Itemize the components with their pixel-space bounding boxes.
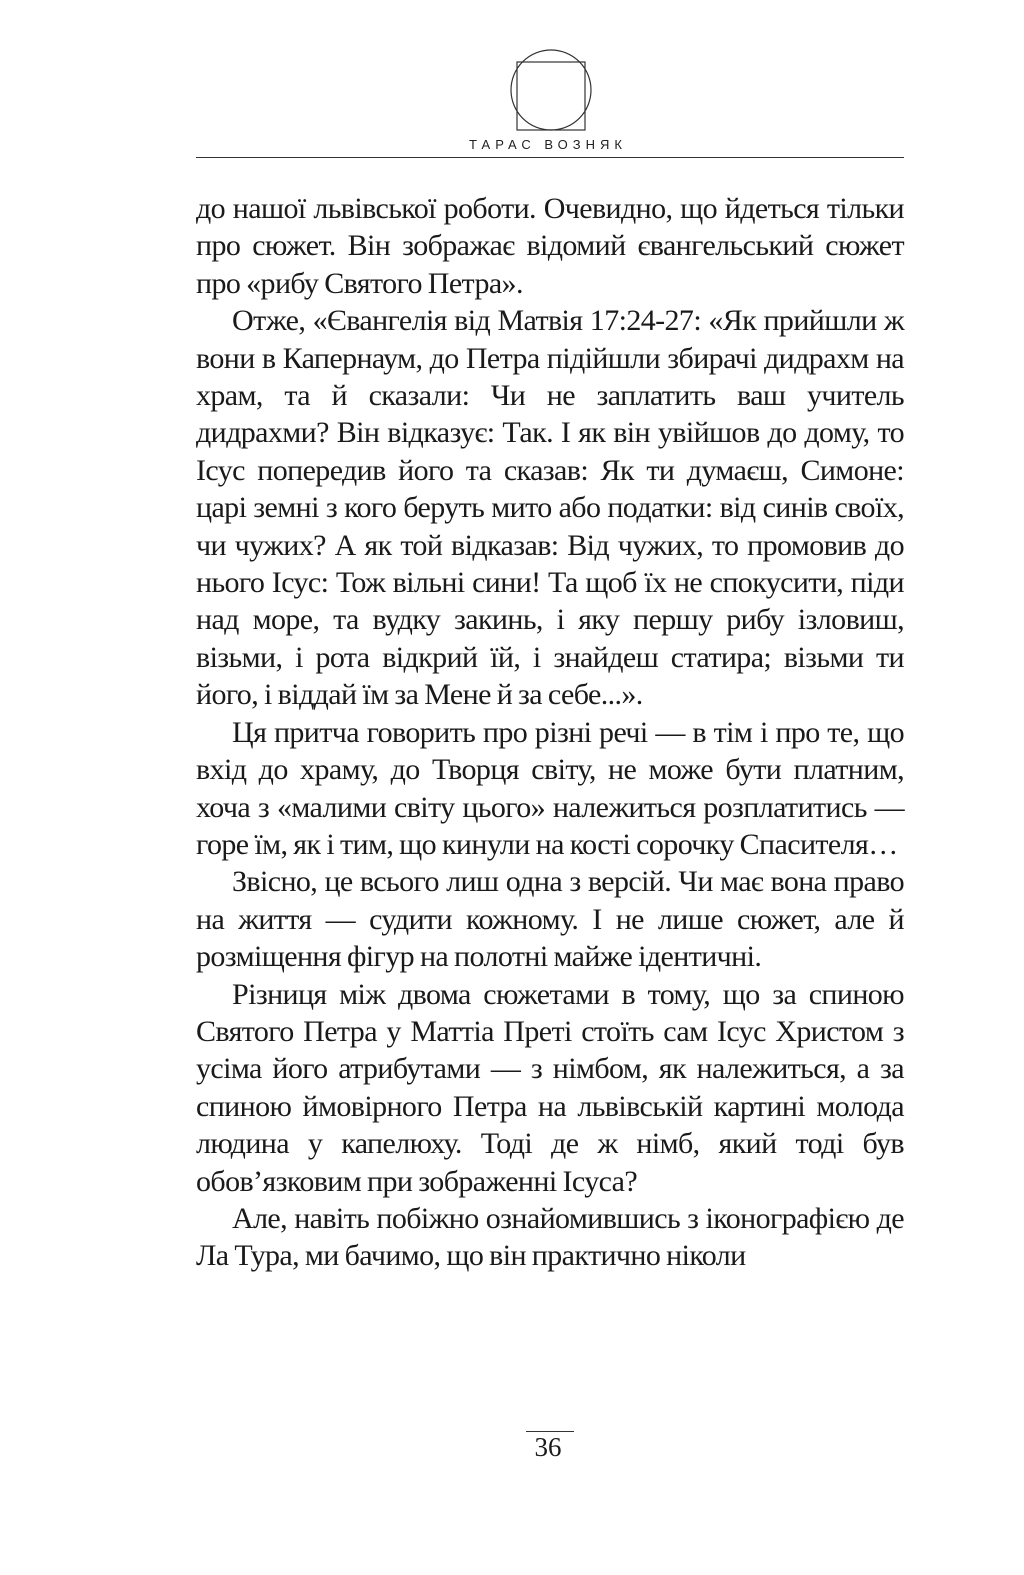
paragraph: Отже, «Євангелія від Матвія 17:24-27: «Як прийшли ж вони в Капернаум, до Петра підійшли збирачі дидрахм на храм, та й сказали: Чи не заплатить ваш учитель дидрахми? Він відказує: Так. І як він увійшов до дому, то Ісус попередив його та сказав: Як ти думаєш, Симоне: царі земні з кого беруть мито або податки: від синів своїх, чи чужих? А як той відказав: Від чужих, то промовив до нього Ісус: Тож вільні сини! Та щоб їх не спокусити, піди над море, та вудку закинь, і яку першу рибу ізловиш, візьми, і рота відкрий їй, і знайдеш статира; візьми ти його, і віддай їм за Мене й за себе...». <box>196 304 904 712</box>
header-divider <box>196 157 904 158</box>
paragraph: до нашої львівської роботи. Очевидно, що йдеться тільки про сюжет. Він зображає відомий євангельський сюжет про «рибу Святого Петра». <box>196 192 904 300</box>
paragraph: Але, навіть побіжно ознайомившись з іконографією де Ла Тура, ми бачимо, що він практично ніколи <box>196 1201 904 1273</box>
body-text <box>196 190 904 1275</box>
page-number: 36 <box>534 1432 562 1462</box>
running-header-author: ТАРАС ВОЗНЯК <box>469 137 627 152</box>
paragraph: Різниця між двома сюжетами в тому, що за спиною Святого Петра у Маттіа Преті стоїть сам Ісус Христом з усіма його атрибутами — з німбом, як належиться, а за спиною ймовірного Петра на львівській картині молода людина у капелюху. Тоді де ж німб, який тоді був обов’язковим при зображенні Ісуса? <box>196 977 904 1198</box>
paragraph: Звісно, це всього лиш одна з версій. Чи має вона право на життя — судити кожному. І не лише сюжет, але й розміщення фігур на полотні майже ідентичні. <box>196 865 904 974</box>
paragraph: Ця притча говорить про різні речі — в тім і про те, що вхід до храму, до Творця світу, не може бути платним, хоча з «малими світу цього» належиться розплатитись — горе їм, як і тим, що кинули на кості сорочку Спасителя… <box>196 715 904 861</box>
circle-square-emblem-icon <box>509 48 593 132</box>
